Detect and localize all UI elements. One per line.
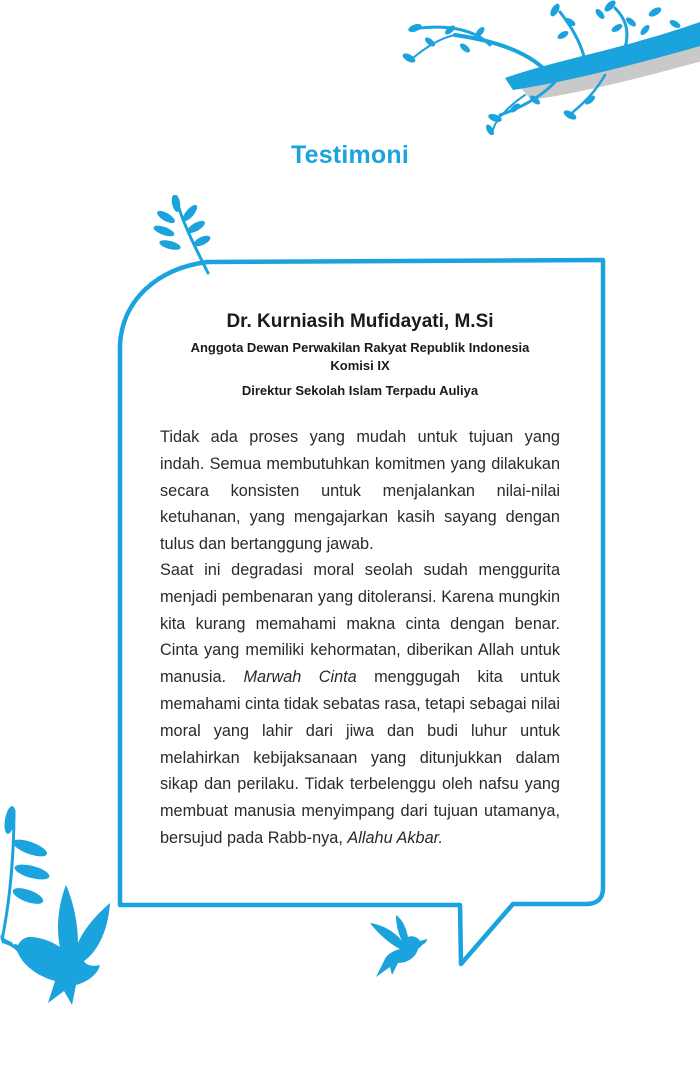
- author-commission: Komisi IX: [330, 358, 390, 373]
- author-name: Dr. Kurniasih Mufidayati, M.Si: [226, 311, 494, 332]
- small-dove-icon: [362, 915, 427, 977]
- page-title: Testimoni: [290, 141, 409, 169]
- testimonial-paragraph-2: [160, 557, 560, 852]
- author-position: Direktur Sekolah Islam Terpadu Auliya: [241, 383, 479, 398]
- paragraph-2-text-a: Saat ini degradasi moral seolah sudah menggurita menjadi pembenaran yang ditoleransi. Karena mungkin kita kurang memahami makna cinta dengan benar. Cinta yang memiliki kehormatan, diberikan Allah untuk manusia.: [160, 561, 560, 687]
- paragraph-2-text-b: menggugah kita untuk memahami cinta tidak sebatas rasa, tetapi sebagai nilai moral yang lahir dari jiwa dan budi luhur untuk melahirkan kebijaksanaan yang ditunjukkan dalam sikap dan perilaku. Tidak terbelenggu oleh nafsu yang membuat manusia menyimpang dari tujuan utamanya, bersujud pada Rabb-nya,: [160, 668, 561, 847]
- testimonial-paragraph-1: Tidak ada proses yang mudah untuk tujuan yang indah. Semua membutuhkan komitmen yang dilakukan secara konsisten untuk menjalankan nilai-nilai ketuhanan, yang mengajarkan kasih sayang dengan tulus dan bertanggung jawab.: [160, 428, 560, 554]
- dove-icon: [0, 885, 115, 1005]
- closing-phrase-italic: Allahu Akbar.: [347, 828, 444, 847]
- book-title-italic: Marwah Cinta: [243, 668, 357, 687]
- author-role: Anggota Dewan Perwakilan Rakyat Republik Indonesia: [190, 340, 530, 355]
